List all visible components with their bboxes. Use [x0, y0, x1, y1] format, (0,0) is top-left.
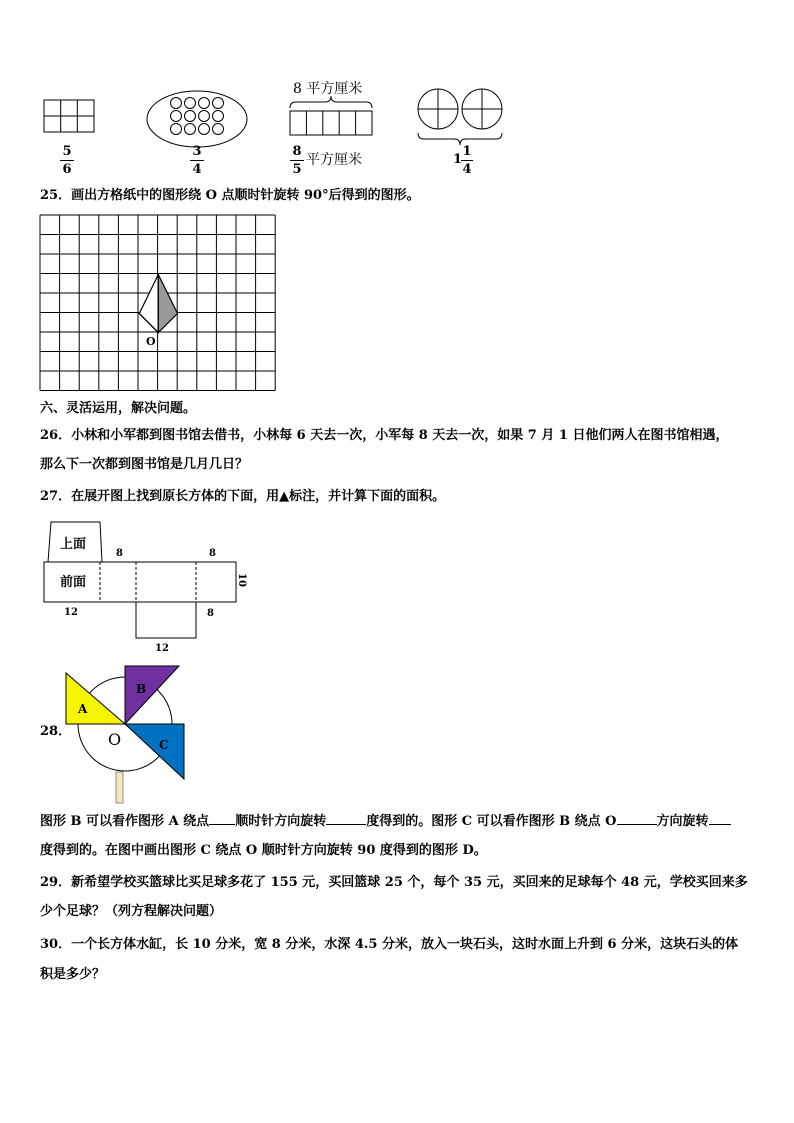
strip-area-label: 8 平方厘米	[293, 81, 363, 97]
question-30-line1: 30．一个长方体水缸，长 10 分米，宽 8 分米，水深 4.5 分米，放入一块石头，这时水面上升到 6 分米，这块石头的体	[40, 937, 739, 952]
answer-blank-direction[interactable]	[617, 811, 657, 825]
cuboid-net	[38, 520, 258, 660]
question-28-number: 28．	[40, 724, 72, 739]
grid-rectangle-figure	[44, 100, 94, 132]
question-25: 25．画出方格纸中的图形绕 O 点顺时针旋转 90°后得到的图形。	[40, 188, 420, 203]
q28-text-d: 方向旋转	[656, 814, 709, 829]
question-29-line2: 少个足球？（列方程解决问题）	[40, 904, 223, 919]
label-front-face: 前面	[60, 575, 87, 590]
ellipse-circles-figure	[147, 91, 247, 147]
numerator: 3	[192, 144, 202, 159]
numerator: 8	[292, 144, 302, 159]
denominator: 6	[62, 162, 72, 177]
question-28-line2: 度得到的。在图中画出图形 C 绕点 O 顺时针方向旋转 90 度得到的图形 D。	[40, 843, 487, 858]
section-heading: 六、灵活运用，解决问题。	[40, 401, 197, 416]
point-o-label: O	[146, 335, 156, 348]
denominator: 4	[462, 162, 472, 177]
denominator: 4	[192, 162, 202, 177]
fraction-3-4	[190, 144, 204, 177]
fraction-figures	[0, 75, 794, 180]
strip-figure	[290, 96, 372, 135]
dim-8-a: 8	[116, 548, 123, 559]
answer-blank-point[interactable]	[209, 811, 235, 825]
question-26-line1: 26．小林和小军都到图书馆去借书，小林每 6 天去一次，小军每 8 天去一次，如果 7 月 1 日他们两人在图书馆相遇，	[40, 428, 729, 443]
question-29-line1: 29．新希望学校买篮球比买足球多花了 155 元，买回篮球 25 个，每个 35 元，买回来的足球每个 48 元，学校买回来多	[40, 875, 748, 890]
question-27: 27．在展开图上找到原长方体的下面，用▲标注，并计算下面的面积。	[40, 489, 446, 504]
fraction-unit: 平方厘米	[306, 152, 362, 168]
fraction-5-6	[60, 144, 74, 177]
label-o: O	[108, 730, 122, 749]
kite-shape	[139, 275, 177, 333]
pinwheel-figure	[60, 662, 195, 804]
question-26-line2: 那么下一次都到图书馆是几月几日？	[40, 457, 249, 472]
question-28-line1	[40, 811, 731, 831]
fraction-8-5	[290, 144, 304, 177]
label-c: C	[159, 738, 169, 752]
circles-quarters-figure	[418, 89, 502, 145]
label-a: A	[78, 702, 88, 716]
numerator: 1	[462, 144, 472, 159]
dim-8-c: 8	[207, 608, 214, 619]
answer-blank-degree[interactable]	[326, 811, 366, 825]
question-30-line2: 积是多少？	[40, 967, 106, 982]
q28-text-c: 度得到的。图形 C 可以看作图形 B 绕点 O	[366, 814, 617, 829]
answer-blank-degree-2[interactable]	[709, 811, 731, 825]
dim-12-b: 12	[155, 643, 169, 654]
q28-text-a: 图形 B 可以看作图形 A 绕点	[40, 814, 210, 829]
label-top-face: 上面	[60, 537, 87, 552]
dim-10: 10	[236, 573, 247, 587]
q28-text-b: 顺时针方向旋转	[235, 814, 327, 829]
dim-8-b: 8	[209, 548, 216, 559]
fraction-1-4	[461, 144, 473, 177]
dim-12-a: 12	[64, 607, 78, 618]
mixed-whole: 1	[453, 152, 463, 167]
label-b: B	[136, 682, 147, 696]
rotation-grid	[38, 213, 283, 399]
denominator: 5	[292, 162, 302, 177]
pinwheel-stick	[116, 772, 123, 803]
numerator: 5	[62, 144, 72, 159]
